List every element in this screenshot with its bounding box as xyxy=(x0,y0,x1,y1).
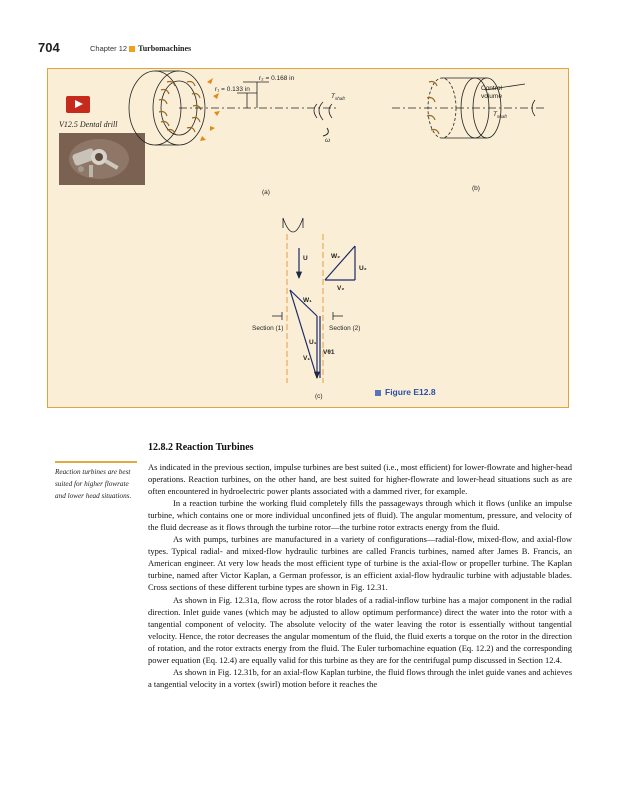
section-heading: 12.8.2 Reaction Turbines xyxy=(148,442,254,453)
omega-label: ω xyxy=(325,137,331,144)
chapter-title: Turbomachines xyxy=(138,44,192,53)
control-volume-label-2: volume xyxy=(481,93,502,100)
video-label: V12.5 Dental drill xyxy=(59,120,118,129)
page-header xyxy=(38,40,588,60)
figure-caption xyxy=(375,387,436,397)
torque-symbol-a: T xyxy=(331,93,335,100)
panel-a-label: (a) xyxy=(262,189,270,196)
paragraph-2: In a reaction turbine the working fluid completely fills the passageways through which it flows (unlike an impulse turbine, which contains one or more individual unconfined jets of fluid). The angular momentum, pressure, and velocity of the fluid decrease as it flows through the turbine rotor—the turbine rotor extracts energy from the fluid. xyxy=(148,498,572,533)
chapter-label xyxy=(90,44,191,53)
w2-label: W₂ xyxy=(331,253,341,260)
section-1-label: Section (1) xyxy=(252,325,284,332)
paragraph-1: As indicated in the previous section, impulse turbines are best suited (i.e., most efficient) for lower-flowrate and higher-head operations. Reaction turbines, on the other hand, are best suited for higher-flowrate and lower-head situations such as are often encountered in hydroelectric power plants associated with a dammed river, for example. xyxy=(148,462,572,497)
vtheta1-label: Vθ1 xyxy=(323,349,335,356)
paragraph-3: As with pumps, turbines are manufactured in a variety of configurations—radial-flow, mixed-flow, and axial-flow types. Typical radial- and mixed-flow hydraulic turbines are called Francis turbines, named after James B. Francis, an American engineer. At very low heads the most efficient type of turbine is the axial-flow or propeller turbine. The Kaplan turbine, named after Victor Kaplan, a German professor, is an efficient axial-flow hydraulic turbine with adjustable blades. Cross sections of these different turbine types are shown in Fig. 12.31. xyxy=(148,534,572,593)
u-label: U xyxy=(303,255,308,262)
torque-subscript-a: shaft xyxy=(334,96,345,101)
section-2-label: Section (2) xyxy=(329,325,361,332)
torque-label-a xyxy=(331,93,345,101)
u2-label: U₂ xyxy=(359,265,367,272)
orange-square-icon xyxy=(129,46,135,52)
torque-label-b xyxy=(493,111,507,119)
r2-label: r₂ = 0.168 in xyxy=(259,75,295,82)
figure-drawing xyxy=(47,68,569,408)
figure-caption-text: Figure E12.8 xyxy=(385,387,436,397)
w1-label: W₁ xyxy=(303,297,312,304)
control-volume-label-1: Control xyxy=(481,85,502,92)
v2-label: V₂ xyxy=(337,285,345,292)
body-text xyxy=(148,461,572,690)
v1-label: V₁ xyxy=(303,355,311,362)
torque-symbol-b: T xyxy=(493,111,497,118)
u1-label: U₁ xyxy=(309,339,317,346)
paragraph-5: As shown in Fig. 12.31b, for an axial-flow Kaplan turbine, the fluid flows through the inlet guide vanes and achieves a tangential velocity in a vortex (swirl) motion before it reaches the xyxy=(148,666,572,689)
paragraph-4: As shown in Fig. 12.31a, flow across the rotor blades of a radial-inflow turbine has a major component in the radial direction. Inlet guide vanes (which may be adjusted to allow optimum performance) direct the water into the rotor with a tangential component of velocity. The absolute velocity of the water leaving the rotor is essentially without tangential velocity. Hence, the rotor decreases the angular momentum of the fluid, the fluid exerts a torque on the rotor in the direction of rotation, and the rotor extracts energy from the fluid. The Euler turbomachine equation (Eq. 12.2) and the corresponding power equation (Eq. 12.4) are equally valid for this turbine as they are for the centrifugal pump discussed in Section 12.4. xyxy=(148,594,572,665)
panel-b-label: (b) xyxy=(472,185,480,192)
r1-label: r₁ = 0.133 in xyxy=(215,86,250,93)
margin-note: Reaction turbines are best suited for higher flowrate and lower head situations. xyxy=(55,461,137,502)
torque-subscript-b: shaft xyxy=(496,114,507,119)
panel-c-label: (c) xyxy=(315,393,323,400)
chapter-number: Chapter 12 xyxy=(90,44,128,53)
page-number: 704 xyxy=(38,40,60,55)
blue-square-icon xyxy=(375,390,381,396)
